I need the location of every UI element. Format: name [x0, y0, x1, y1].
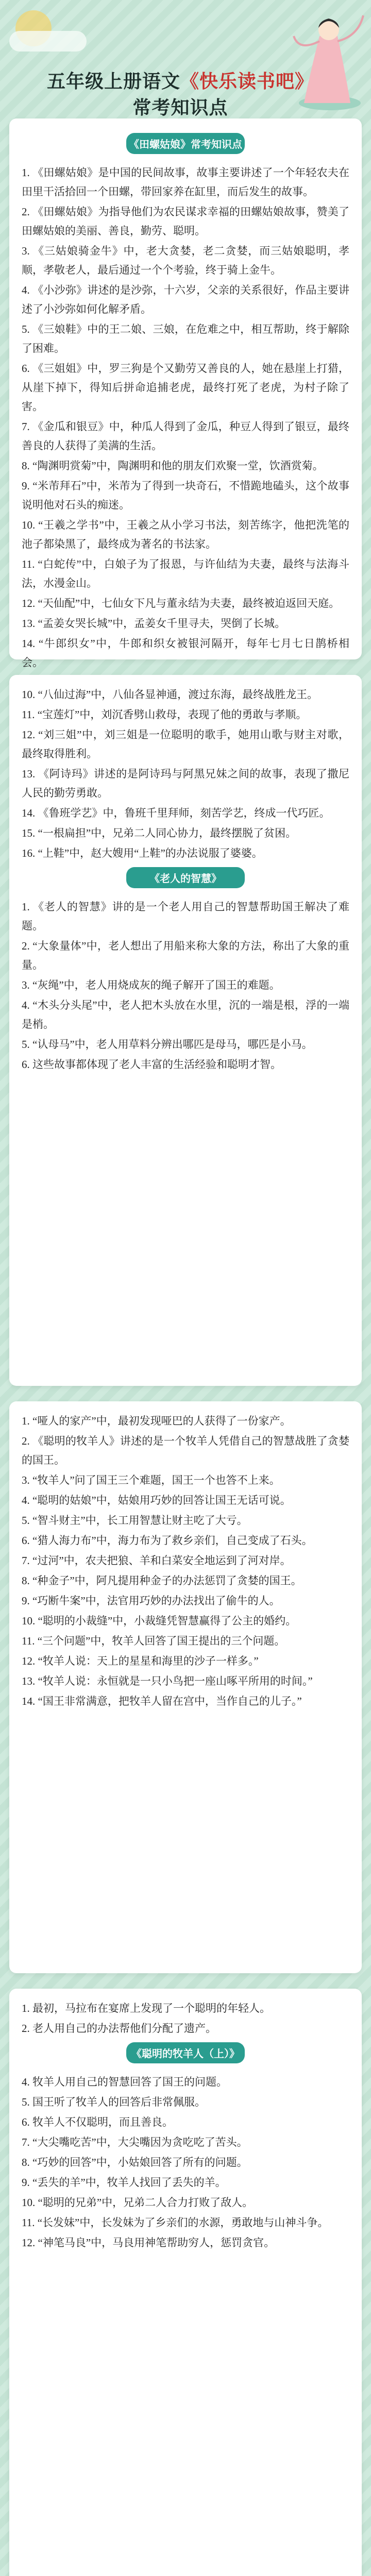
list-item: 6. “猎人海力布”中，海力布为了救乡亲们，自己变成了石头。	[22, 1534, 313, 1547]
list-item: 7. “大尖嘴吃苦”中，大尖嘴因为贪吃吃了苦头。	[22, 2136, 248, 2148]
content-card-3	[9, 1401, 362, 1973]
list-item: 5. 《三娘鞋》中的王二娘、三娘，在危难之中，相互帮助，终于解除了困难。	[22, 323, 349, 354]
list-item: 15. “一根扁担”中，兄弟二人同心协力，最终摆脱了贫困。	[22, 827, 297, 839]
list-item: 6. 牧羊人不仅聪明，而且善良。	[22, 2116, 173, 2128]
list-item: 6. 《三姐姐》中，罗三狗是个又勤劳又善良的人，她在悬崖上打猎，从崖下掉下，得知后拼命追捕老虎，最终打死了老虎，为村子除了害。	[22, 362, 349, 413]
list-item: 3. “牧羊人”问了国王三个难题，国王一个也答不上来。	[22, 1474, 280, 1486]
list-item: 1. “哑人的家产”中，最初发现哑巴的人获得了一份家产。	[22, 1415, 291, 1427]
list-item: 12. “刘三姐”中，刘三姐是一位聪明的歌手，她用山歌与财主对歌，最终取得胜利。	[22, 728, 349, 760]
section-heading-tianluo: 《田螺姑娘》常考知识点	[126, 133, 245, 154]
list-item: 2. 《聪明的牧羊人》讲述的是一个牧羊人凭借自己的智慧战胜了贪婪的国王。	[22, 1435, 349, 1466]
list-item: 1. 最初，马拉布在宴席上发现了一个聪明的年轻人。	[22, 2002, 271, 2014]
list-item: 13. 《阿诗玛》讲述的是阿诗玛与阿黑兄妹之间的故事，表现了撒尼人民的勤劳勇敢。	[22, 768, 349, 799]
list-item: 12. “牧羊人说：天上的星星和海里的沙子一样多。”	[22, 1655, 259, 1667]
list-item: 10. “聪明的小裁缝”中，小裁缝凭智慧赢得了公主的婚约。	[22, 1615, 297, 1627]
list-item: 11. “长发妹”中，长发妹为了乡亲们的水源，勇敢地与山神斗争。	[22, 2216, 329, 2229]
list-item: 8. “巧妙的回答”中，小姑娘回答了所有的问题。	[22, 2156, 248, 2168]
list-item: 11. “白蛇传”中，白娘子为了报恩，与许仙结为夫妻，最终与法海斗法，水漫金山。	[22, 558, 349, 589]
list-item: 16. “上鞋”中，赵大嫂用“上鞋”的办法说服了婆婆。	[22, 847, 263, 859]
list-item: 9. “巧断牛案”中，法官用巧妙的办法找出了偷牛的人。	[22, 1595, 280, 1607]
section-heading-muyangren: 《聪明的牧羊人（上）》	[126, 2042, 245, 2063]
title-suffix: 常考知识点	[132, 97, 228, 118]
list-item: 14. “牛郎织女”中，牛郎和织女被银河隔开，每年七月七日鹊桥相会。	[22, 637, 349, 669]
list-item: 8. “种金子”中，阿凡提用种金子的办法惩罚了贪婪的国王。	[22, 1574, 302, 1587]
list-item: 5. “智斗财主”中，长工用智慧让财主吃了大亏。	[22, 1514, 248, 1527]
list-item: 13. “牧羊人说：永恒就是一只小鸟把一座山啄平所用的时间。”	[22, 1675, 313, 1687]
list-item: 6. 这些故事都体现了老人丰富的生活经验和聪明才智。	[22, 1058, 281, 1071]
list-item: 2. 《田螺姑娘》为指导他们为农民谋求幸福的田螺姑娘故事，赞美了田螺姑娘的美丽、善良，勤劳、聪明。	[22, 206, 349, 237]
list-item: 13. “孟姜女哭长城”中，孟姜女千里寻夫，哭倒了长城。	[22, 617, 286, 630]
list-item: 12. “神笔马良”中，马良用神笔帮助穷人，惩罚贪官。	[22, 2236, 275, 2249]
list-item: 10. “聪明的兄弟”中，兄弟二人合力打败了敌人。	[22, 2196, 254, 2209]
list-item: 2. 老人用自己的办法帮他们分配了遗产。	[22, 2022, 216, 2035]
list-item: 9. “丢失的羊”中，牧羊人找回了丢失的羊。	[22, 2176, 226, 2189]
list-item: 4. 牧羊人用自己的智慧回答了国王的问题。	[22, 2076, 227, 2088]
list-item: 12. “天仙配”中，七仙女下凡与董永结为夫妻，最终被迫返回天庭。	[22, 597, 340, 609]
list-item: 7. “过河”中，农夫把狼、羊和白菜安全地运到了河对岸。	[22, 1554, 291, 1567]
list-item: 1. 《老人的智慧》讲的是一个老人用自己的智慧帮助国王解决了难题。	[22, 901, 349, 932]
title-book: 《快乐读书吧》	[180, 71, 314, 92]
page-title	[41, 67, 319, 118]
list-item: 11. “宝莲灯”中，刘沉香劈山救母，表现了他的勇敢与孝顺。	[22, 708, 307, 721]
list-item: 10. “王羲之学书”中，王羲之从小学习书法，刻苦练字，他把洗笔的池子都染黑了，最终成为著名的书法家。	[22, 519, 349, 550]
list-item: 10. “八仙过海”中，八仙各显神通，渡过东海，最终战胜龙王。	[22, 688, 318, 701]
list-item: 7. 《金瓜和银豆》中，种瓜人得到了金瓜，种豆人得到了银豆，最终善良的人获得了美满的生活。	[22, 420, 349, 452]
list-item: 5. 国王听了牧羊人的回答后非常佩服。	[22, 2096, 206, 2108]
list-item: 1. 《田螺姑娘》是中国的民间故事，故事主要讲述了一个年轻农夫在田里干活拾回一个田螺，带回家养在缸里，而后发生的故事。	[22, 166, 349, 198]
list-item: 8. “陶渊明赏菊”中，陶渊明和他的朋友们欢聚一堂，饮酒赏菊。	[22, 460, 324, 472]
list-item: 3. “灰绳”中，老人用烧成灰的绳子解开了国王的难题。	[22, 979, 280, 991]
list-item: 11. “三个问题”中，牧羊人回答了国王提出的三个问题。	[22, 1635, 285, 1647]
list-item: 14. “国王非常满意，把牧羊人留在宫中，当作自己的儿子。”	[22, 1695, 302, 1707]
list-item: 5. “认母马”中，老人用草料分辨出哪匹是母马，哪匹是小马。	[22, 1038, 313, 1050]
section-heading-laoren: 《老人的智慧》	[126, 867, 245, 888]
content-card-1	[9, 118, 362, 669]
header-banner	[0, 0, 371, 118]
list-item: 3. 《三姑娘骑金牛》中，老大贪婪，老二贪婪，而三姑娘聪明，孝顺，孝敬老人，最后通过一个个考验，终于骑上金牛。	[22, 245, 349, 276]
cloud-decoration	[9, 31, 87, 52]
content-card-2	[9, 675, 362, 1386]
list-item: 4. 《小沙弥》讲述的是沙弥，十六岁，父亲的关系很好，作品主要讲述了小沙弥如何化解矛盾。	[22, 284, 349, 315]
list-item: 4. “木头分头尾”中，老人把木头放在水里，沉的一端是根，浮的一端是梢。	[22, 999, 349, 1030]
content-card-4	[9, 1989, 362, 2576]
title-prefix: 五年级上册语文	[46, 71, 180, 92]
list-item: 2. “大象量体”中，老人想出了用船来称大象的方法，称出了大象的重量。	[22, 940, 349, 971]
list-item: 14. 《鲁班学艺》中，鲁班千里拜师，刻苦学艺，终成一代巧匠。	[22, 807, 330, 819]
list-item: 4. “聪明的姑娘”中，姑娘用巧妙的回答让国王无话可说。	[22, 1494, 291, 1506]
list-item: 9. “米芾拜石”中，米芾为了得到一块奇石，不惜跪地磕头，这个故事说明他对石头的痴迷。	[22, 480, 349, 511]
